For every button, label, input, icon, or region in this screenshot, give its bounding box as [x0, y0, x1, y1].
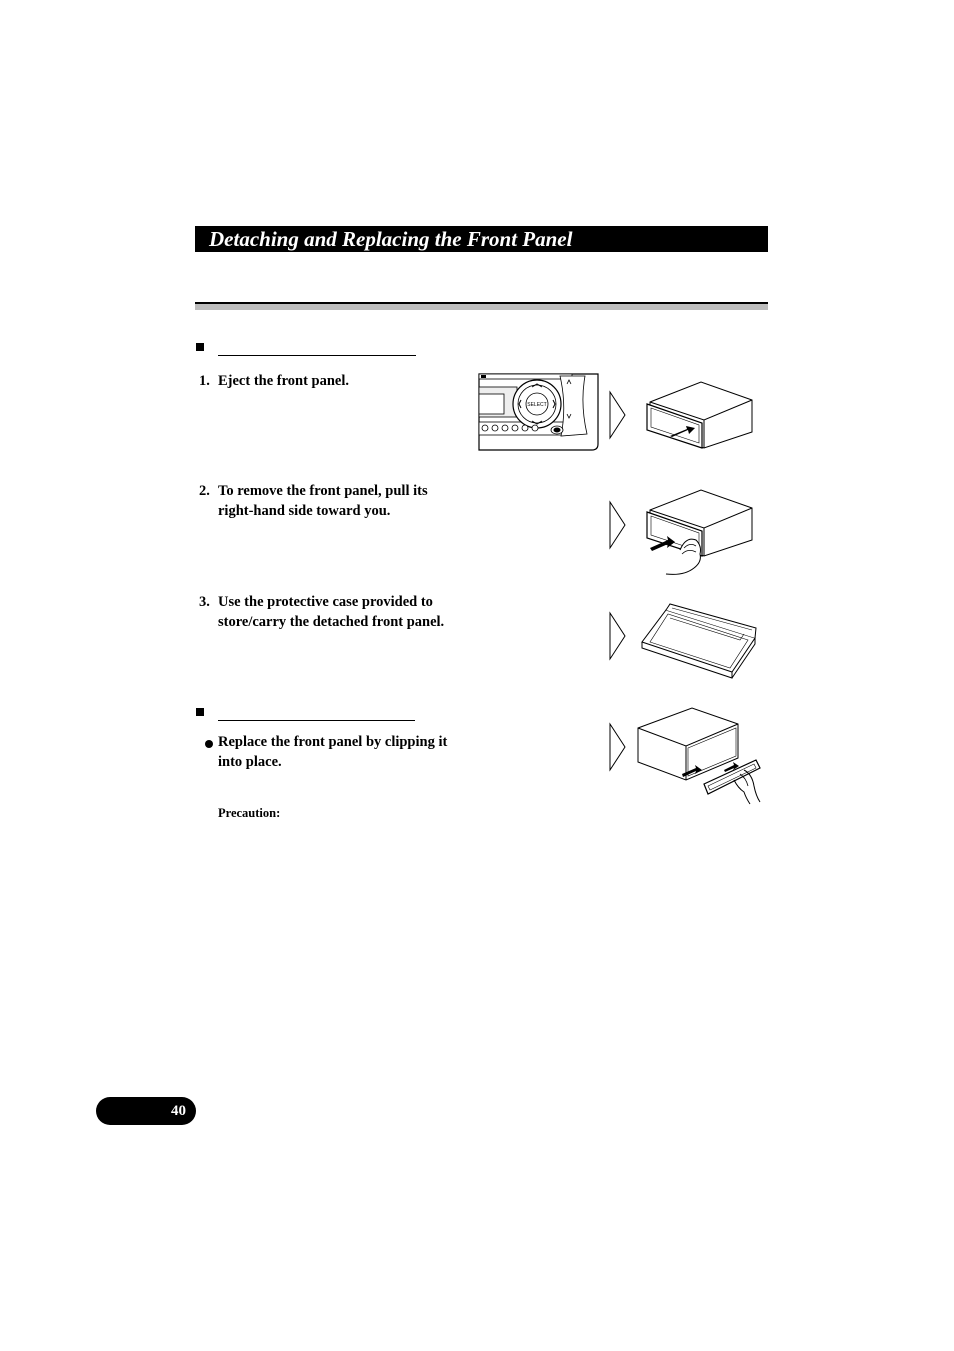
step-number: 1. [199, 373, 210, 389]
step-number: 3. [199, 594, 210, 610]
step-arrow-icon [609, 612, 627, 660]
round-bullet-icon [205, 740, 213, 748]
page-title: Detaching and Replacing the Front Panel [209, 227, 573, 251]
replace-text: into place. [218, 753, 282, 770]
faceplate-closeup-illustration [477, 374, 601, 452]
subheading-underline [218, 355, 416, 356]
select-label: SELECT [527, 402, 547, 408]
step-text: To remove the front panel, pull its [218, 483, 428, 499]
precaution-label: Precaution: [218, 806, 281, 820]
section-title-bar [195, 226, 768, 252]
step-arrow-icon [609, 391, 627, 439]
step-text: Eject the front panel. [218, 373, 350, 389]
eject-panel-illustration [644, 382, 756, 450]
step-text: Use the protective case provided to [218, 594, 433, 610]
replace-text: Replace the front panel by clipping it [218, 734, 448, 750]
square-bullet-icon [196, 708, 204, 716]
step-arrow-icon [609, 723, 627, 771]
step-text: right-hand side toward you. [218, 502, 391, 519]
subheading-underline [218, 720, 415, 721]
remove-panel-illustration [644, 490, 756, 578]
page-number: 40 [171, 1103, 186, 1119]
replace-panel-illustration [636, 708, 762, 804]
step-text: store/carry the detached front panel. [218, 613, 445, 630]
step-number: 2. [199, 483, 210, 499]
page-number-badge [96, 1097, 196, 1125]
square-bullet-icon [196, 343, 204, 351]
divider-rule-shade [195, 304, 768, 310]
step-arrow-icon [609, 501, 627, 549]
protective-case-illustration [640, 602, 760, 682]
